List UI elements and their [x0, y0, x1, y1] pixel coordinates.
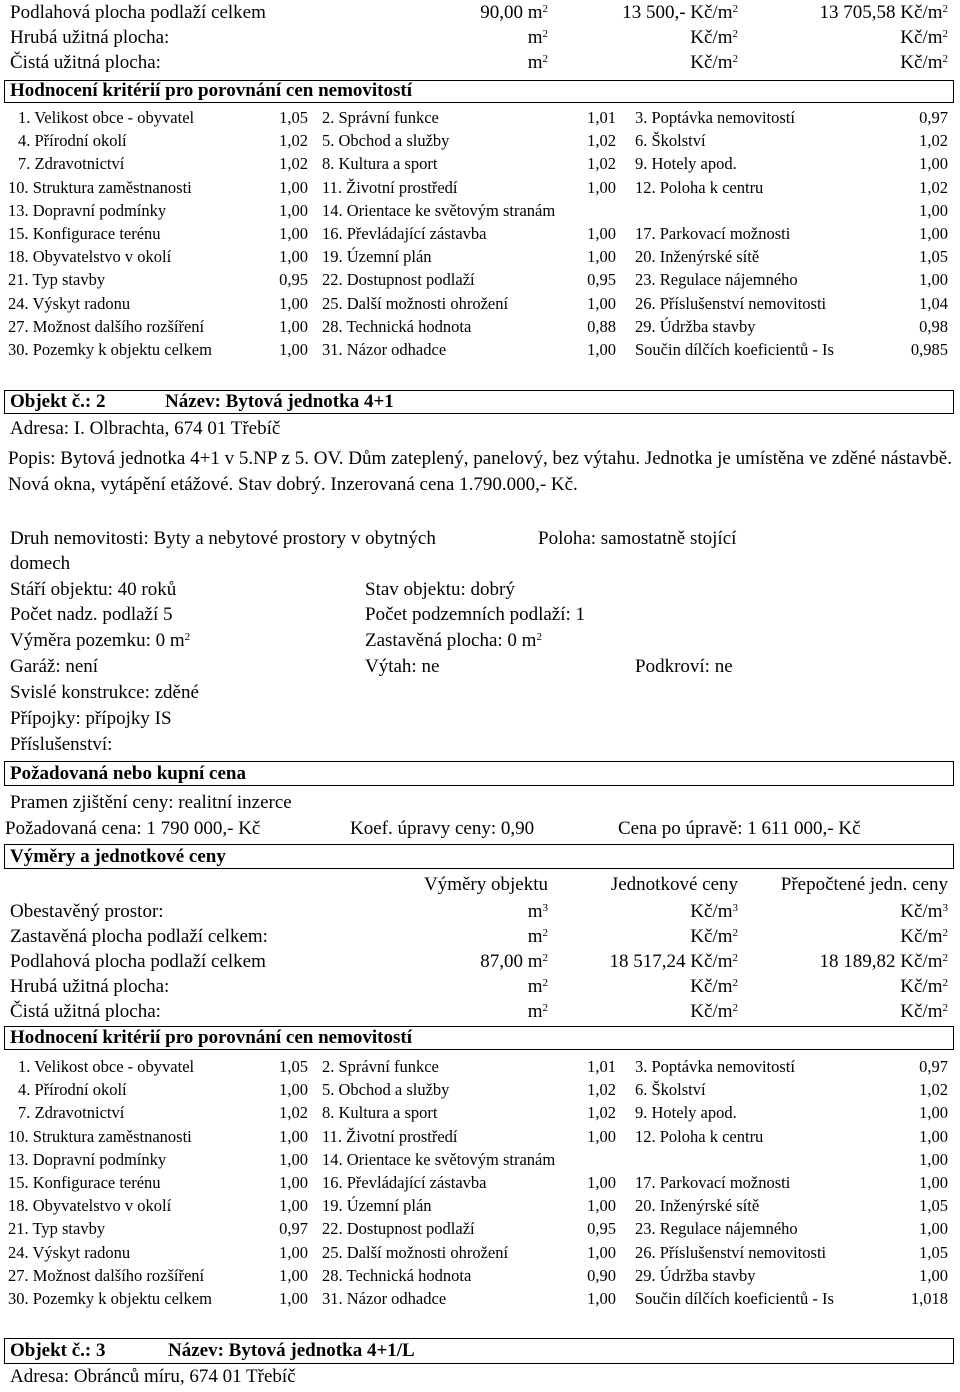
criterion-label: 18. Obyvatelstvo v okolí — [8, 1196, 172, 1216]
criteria-title-1: Hodnocení kritérií pro porovnání cen nemovitostí — [10, 80, 412, 101]
measure-row — [8, 926, 952, 948]
criterion-label: 25. Další možnosti ohrožení — [322, 293, 509, 313]
measure-row — [8, 52, 952, 74]
criterion-value: 1,02 — [919, 131, 948, 151]
criteria-row — [8, 1265, 952, 1287]
measure-jedn: $Kč/m^2$ — [690, 926, 738, 947]
criterion-label: 20. Inženýrské sítě — [635, 1196, 760, 1216]
measure-jedn: $Kč/m^3$ — [690, 901, 738, 922]
criterion-value: 1,00 — [919, 200, 948, 220]
criterion-label: 21. Typ stavby — [8, 1219, 106, 1239]
measure-prep: $Kč/m^2$ — [900, 1001, 948, 1022]
criterion-value: 1,01 — [587, 1057, 616, 1076]
criterion-label: Součin dílčích koeficientů - Is — [635, 1289, 834, 1308]
criterion-value: 1,05 — [919, 247, 948, 267]
criterion-value: 1,00 — [279, 1196, 308, 1216]
criterion-label: 4. Přírodní okolí — [18, 1080, 127, 1100]
criteria-row — [8, 107, 952, 129]
criterion-label: 15. Konfigurace terénu — [8, 1173, 161, 1192]
criterion-value: 1,05 — [279, 1057, 308, 1076]
criterion-value: 1,00 — [587, 1173, 616, 1192]
measure-prep: $Kč/m^2$ — [900, 27, 948, 48]
measure-label: Podlahová plocha podlaží celkem — [10, 951, 266, 972]
objekt-name: Název: Bytová jednotka 4+1 — [165, 391, 394, 412]
pozadovana-title: Požadovaná nebo kupní cena — [10, 763, 246, 784]
measure-objekt: $m^2$ — [527, 27, 548, 48]
criterion-label: 4. Přírodní okolí — [18, 131, 127, 151]
measure-objekt: 87,00 $m^2$ — [480, 951, 548, 972]
criteria-row — [8, 1288, 952, 1310]
criterion-value: 1,00 — [279, 224, 308, 243]
criterion-value: 1,00 — [279, 1242, 308, 1262]
criterion-label: 16. Převládající zástavba — [322, 224, 487, 243]
pripojky-row: Přípojky: přípojky IS — [10, 708, 172, 729]
criteria-row — [8, 1242, 952, 1264]
criterion-value: 1,00 — [587, 177, 616, 197]
criterion-label: 12. Poloha k centru — [635, 1126, 764, 1146]
criterion-label: Součin dílčích koeficientů - Is — [635, 340, 834, 359]
criterion-value: 1,00 — [587, 1126, 616, 1146]
criterion-label: 24. Výskyt radonu — [8, 293, 131, 313]
measure-row — [8, 976, 952, 998]
criteria-row — [8, 177, 952, 199]
measure-row — [8, 951, 952, 973]
criterion-value: 0,97 — [919, 1057, 948, 1076]
measure-objekt: $m^2$ — [527, 926, 548, 947]
criterion-label: 23. Regulace nájemného — [635, 1219, 798, 1239]
criterion-value: 1,00 — [279, 1265, 308, 1285]
criteria-row — [8, 246, 952, 268]
criteria-row — [8, 1079, 952, 1101]
criterion-value: 1,00 — [587, 247, 616, 267]
objekt-number: Objekt č.: 2 — [10, 391, 106, 412]
criterion-label: 5. Obchod a služby — [322, 1080, 450, 1100]
criterion-label: 16. Převládající zástavba — [322, 1173, 487, 1192]
criterion-value: 1,02 — [587, 1103, 616, 1123]
criterion-value: 1,05 — [279, 108, 308, 127]
criterion-value: 1,00 — [279, 200, 308, 220]
measure-prep: 13 705,58 $Kč/m^2$ — [819, 2, 948, 23]
criterion-label: 28. Technická hodnota — [322, 1265, 472, 1285]
criterion-label: 22. Dostupnost podlaží — [322, 1219, 475, 1239]
criterion-label: 29. Údržba stavby — [635, 316, 756, 336]
criterion-value: 1,00 — [279, 340, 308, 359]
criteria-row — [8, 1172, 952, 1194]
criterion-value: 0,95 — [587, 270, 616, 290]
criterion-value: 1,00 — [279, 247, 308, 267]
vymery-title: Výměry a jednotkové ceny — [10, 846, 226, 867]
criterion-value: 1,00 — [587, 224, 616, 243]
criterion-value: 0,985 — [910, 340, 948, 359]
criterion-value: 1,00 — [279, 177, 308, 197]
criterion-label: 26. Příslušenství nemovitosti — [635, 1242, 827, 1262]
criterion-value: 1,02 — [587, 1080, 616, 1100]
criterion-value: 1,00 — [279, 293, 308, 313]
criterion-value: 1,00 — [919, 270, 948, 290]
measure-objekt: $m^2$ — [527, 976, 548, 997]
measure-label: Obestavěný prostor: — [10, 901, 164, 922]
objekt-2-description: Popis: Bytová jednotka 4+1 v 5.NP z 5. OV. Dům zateplený, panelový, bez výtahu. Jednotka je umístěna ve zděné nástavbě. Nová okna, vytápění etážové. Stav dobrý. Inzerovaná cena 1.790.000,- Kč. — [8, 448, 952, 495]
prislusenstvi-row: Příslušenství: — [10, 734, 113, 755]
criteria-row — [8, 269, 952, 291]
measure-jedn: 13 500,- $Kč/m^2$ — [622, 2, 738, 23]
criterion-label: 17. Parkovací možnosti — [635, 1173, 791, 1192]
criterion-value: 1,00 — [919, 224, 948, 243]
criterion-value: 1,00 — [919, 154, 948, 174]
criterion-label: 6. Školství — [635, 131, 706, 151]
criterion-value: 1,02 — [919, 1080, 948, 1100]
measure-objekt: $m^2$ — [527, 1001, 548, 1022]
criterion-label: 25. Další možnosti ohrožení — [322, 1242, 509, 1262]
criteria-row — [8, 153, 952, 175]
criterion-label: 13. Dopravní podmínky — [8, 1149, 167, 1169]
criterion-label: 5. Obchod a služby — [322, 131, 450, 151]
criterion-label: 11. Životní prostředí — [322, 177, 458, 197]
criterion-value: 1,05 — [919, 1196, 948, 1216]
measure-prep: $Kč/m^2$ — [900, 52, 948, 73]
measure-jedn: 18 517,24 $Kč/m^2$ — [609, 951, 738, 972]
measure-prep: $Kč/m^3$ — [900, 901, 948, 922]
criterion-value: 1,01 — [587, 108, 616, 127]
measure-objekt: $m^2$ — [527, 52, 548, 73]
criterion-label: 2. Správní funkce — [322, 108, 439, 127]
measure-label: Hrubá užitná plocha: — [10, 976, 170, 997]
criterion-label: 19. Územní plán — [322, 1196, 432, 1216]
measure-prep: $Kč/m^2$ — [900, 926, 948, 947]
objekt-2-header — [8, 391, 952, 413]
criterion-label: 7. Zdravotnictví — [18, 1103, 125, 1123]
pramen-row: Pramen zjištění ceny: realitní inzerce — [10, 792, 292, 813]
criteria-row — [8, 130, 952, 152]
measure-label: Čistá užitná plocha: — [10, 1001, 161, 1022]
measure-prep: $Kč/m^2$ — [900, 976, 948, 997]
criterion-label: 8. Kultura a sport — [322, 1103, 438, 1123]
criterion-label: 1. Velikost obce - obyvatel — [18, 108, 195, 127]
criterion-value: 0,88 — [587, 316, 616, 336]
measure-row — [8, 901, 952, 923]
criteria-row — [8, 1195, 952, 1217]
criterion-label: 31. Názor odhadce — [322, 1289, 447, 1308]
criterion-label: 19. Územní plán — [322, 247, 432, 267]
objekt-3-header: Objekt č.: 3 Název: Bytová jednotka 4+1/L — [10, 1340, 415, 1361]
measure-label: Podlahová plocha podlaží celkem — [10, 2, 266, 23]
criteria-title-2: Hodnocení kritérií pro porovnání cen nemovitostí — [10, 1027, 412, 1048]
criterion-label: 14. Orientace ke světovým stranám — [322, 200, 556, 220]
druh-row-2: domech — [10, 553, 71, 574]
criterion-label: 28. Technická hodnota — [322, 316, 472, 336]
criterion-label: 14. Orientace ke světovým stranám — [322, 1149, 556, 1169]
garaz-row: Garáž: není Výtah: ne Podkroví: ne — [10, 656, 733, 677]
criterion-label: 1. Velikost obce - obyvatel — [18, 1057, 195, 1076]
criterion-label: 20. Inženýrské sítě — [635, 247, 760, 267]
criterion-value: 0,95 — [279, 270, 308, 290]
vymery-col-headers: Výměry objektu Jednotkové ceny Přepočtené jedn. ceny — [423, 874, 948, 895]
criterion-label: 31. Názor odhadce — [322, 340, 447, 359]
criterion-label: 30. Pozemky k objektu celkem — [8, 1289, 212, 1308]
criterion-label: 21. Typ stavby — [8, 270, 106, 290]
criterion-value: 1,00 — [279, 1173, 308, 1192]
criterion-label: 2. Správní funkce — [322, 1057, 439, 1076]
criteria-row — [8, 316, 952, 338]
criterion-label: 8. Kultura a sport — [322, 154, 438, 174]
criterion-value: 1,00 — [919, 1219, 948, 1239]
criterion-label: 24. Výskyt radonu — [8, 1242, 131, 1262]
criterion-label: 18. Obyvatelstvo v okolí — [8, 247, 172, 267]
criteria-row — [8, 223, 952, 245]
measure-row — [8, 27, 952, 49]
criterion-value: 1,00 — [919, 1173, 948, 1192]
criterion-value: 1,00 — [919, 1103, 948, 1123]
criterion-value: 1,00 — [919, 1265, 948, 1285]
criterion-label: 23. Regulace nájemného — [635, 270, 798, 290]
criterion-label: 12. Poloha k centru — [635, 177, 764, 197]
measure-objekt: 90,00 $m^2$ — [480, 2, 548, 23]
measure-jedn: $Kč/m^2$ — [690, 52, 738, 73]
criterion-value: 1,00 — [587, 340, 616, 359]
criterion-value: 1,00 — [279, 1149, 308, 1169]
criterion-value: 1,00 — [587, 1196, 616, 1216]
criterion-label: 30. Pozemky k objektu celkem — [8, 340, 212, 359]
criterion-value: 1,00 — [919, 1149, 948, 1169]
criterion-value: 1,02 — [279, 1103, 308, 1123]
measure-jedn: $Kč/m^2$ — [690, 27, 738, 48]
cena-row: Požadovaná cena: 1 790 000,- Kč Koef. úpravy ceny: 0,90 Cena po úpravě: 1 611 000,- Kč — [5, 818, 861, 839]
measure-row — [8, 1001, 952, 1023]
criteria-row — [8, 1126, 952, 1148]
criterion-value: 0,98 — [919, 316, 948, 336]
criterion-label: 6. Školství — [635, 1080, 706, 1100]
criterion-value: 1,00 — [279, 1126, 308, 1146]
criterion-value: 1,00 — [587, 293, 616, 313]
criterion-label: 13. Dopravní podmínky — [8, 200, 167, 220]
criterion-value: 0,97 — [279, 1219, 308, 1239]
criterion-value: 1,00 — [587, 1242, 616, 1262]
criterion-label: 11. Životní prostředí — [322, 1126, 458, 1146]
criteria-row — [8, 1218, 952, 1240]
criterion-value: 1,018 — [910, 1289, 948, 1308]
criterion-label: 27. Možnost dalšího rozšíření — [8, 1265, 205, 1285]
podlazi-row: Počet nadz. podlaží 5 Počet podzemních podlaží: 1 — [10, 604, 586, 625]
measure-objekt: $m^3$ — [527, 901, 548, 922]
svisle-row: Svislé konstrukce: zděné — [10, 682, 199, 703]
criterion-value: 1,00 — [919, 1126, 948, 1146]
criteria-row — [8, 1102, 952, 1124]
criterion-label: 17. Parkovací možnosti — [635, 224, 791, 243]
criterion-label: 9. Hotely apod. — [635, 154, 737, 174]
criterion-value: 1,02 — [587, 131, 616, 151]
objekt-3-address: Adresa: Obránců míru, 674 01 Třebíč — [10, 1366, 296, 1387]
criterion-label: 7. Zdravotnictví — [18, 154, 125, 174]
measure-label: Hrubá užitná plocha: — [10, 27, 170, 48]
measure-label: Čistá užitná plocha: — [10, 52, 161, 73]
criterion-value: 1,02 — [279, 154, 308, 174]
stari-row: Stáří objektu: 40 roků Stav objektu: dobrý — [10, 579, 515, 600]
criterion-label: 3. Poptávka nemovitostí — [635, 1057, 795, 1076]
measure-prep: 18 189,82 $Kč/m^2$ — [819, 951, 948, 972]
criterion-label: 22. Dostupnost podlaží — [322, 270, 475, 290]
criterion-label: 27. Možnost dalšího rozšíření — [8, 316, 205, 336]
criterion-value: 1,00 — [279, 316, 308, 336]
criterion-label: 10. Struktura zaměstnanosti — [8, 1126, 192, 1146]
criterion-label: 26. Příslušenství nemovitosti — [635, 293, 827, 313]
vymera-row: Výměra pozemku: 0 $m^2$ Zastavěná plocha: 0 $m^2$ — [10, 630, 542, 651]
criterion-value: 1,00 — [587, 1289, 616, 1308]
criterion-value: 1,02 — [587, 154, 616, 174]
criterion-value: 0,97 — [919, 108, 948, 127]
criteria-row — [8, 293, 952, 315]
measure-jedn: $Kč/m^2$ — [690, 976, 738, 997]
criterion-value: 1,02 — [919, 177, 948, 197]
criterion-label: 9. Hotely apod. — [635, 1103, 737, 1123]
criterion-label: 10. Struktura zaměstnanosti — [8, 177, 192, 197]
criterion-value: 1,00 — [279, 1289, 308, 1308]
objekt-2-address: Adresa: I. Olbrachta, 674 01 Třebíč — [10, 418, 281, 439]
measure-jedn: $Kč/m^2$ — [690, 1001, 738, 1022]
criterion-value: 0,90 — [587, 1265, 616, 1285]
criterion-label: 3. Poptávka nemovitostí — [635, 108, 795, 127]
criteria-row — [8, 339, 952, 361]
measure-row — [8, 2, 952, 24]
criterion-value: 1,00 — [279, 1080, 308, 1100]
criterion-value: 1,04 — [919, 293, 948, 313]
criterion-value: 1,02 — [279, 131, 308, 151]
criteria-row — [8, 200, 952, 222]
criteria-row — [8, 1056, 952, 1078]
druh-row: Druh nemovitosti: Byty a nebytové prostory v obytných Poloha: samostatně stojící — [10, 528, 737, 549]
criterion-label: 29. Údržba stavby — [635, 1265, 756, 1285]
measure-label: Zastavěná plocha podlaží celkem: — [10, 926, 268, 947]
criterion-value: 1,05 — [919, 1242, 948, 1262]
criterion-value: 0,95 — [587, 1219, 616, 1239]
criterion-label: 15. Konfigurace terénu — [8, 224, 161, 243]
criteria-row — [8, 1149, 952, 1171]
